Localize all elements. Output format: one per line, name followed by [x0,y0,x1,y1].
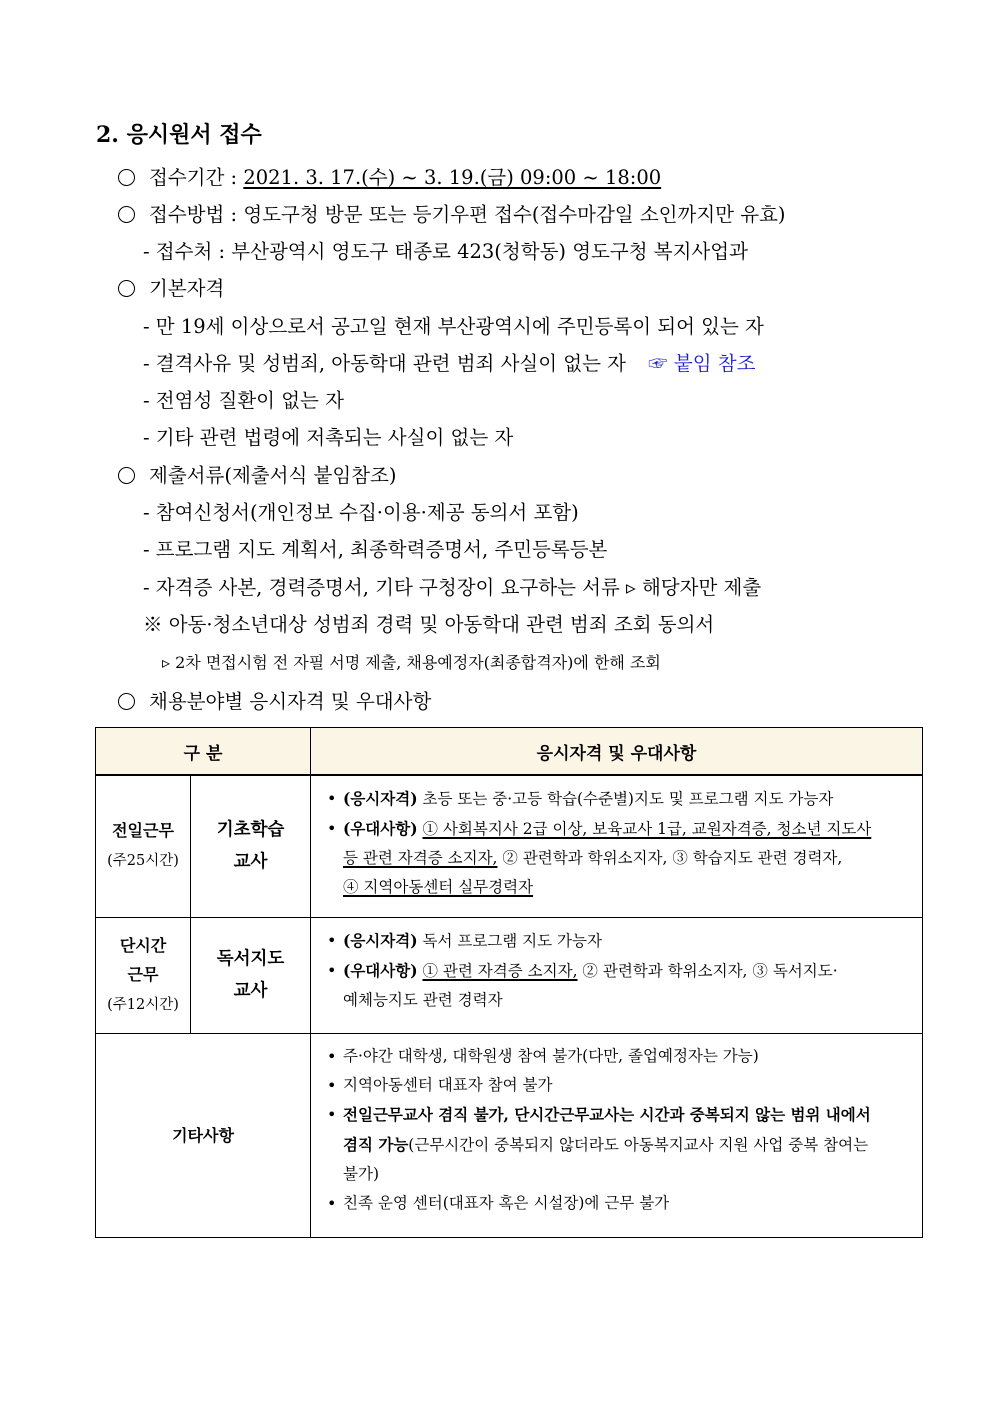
qualification-item: - 전염성 질환이 없는 자 [143,389,344,412]
documents-heading: 제출서류(제출서식 붙임참조) [118,460,396,488]
circle-bullet-icon [118,467,135,484]
etc-item: • 지역아동센터 대표자 참여 불가 [319,1071,914,1100]
row1-preference-cont: 등 관련 자격증 소지자, ② 관련학과 학위소지자, ③ 학습지도 관련 경력자, [343,849,843,867]
table-row [96,917,923,1033]
etc-item: • 주·야간 대학생, 대학원생 참여 불가(다만, 졸업예정자는 가능) [319,1042,914,1071]
row1-preference: • (우대사항) ① 사회복지사 2급 이상, 보육교사 1급, 교원자격증, 청소년 지도사 [319,814,914,844]
row2-content [311,917,923,1033]
col-header-category: 구 분 [96,728,311,776]
table-header-row [96,728,923,776]
table-row [96,775,923,917]
qualification-heading: 기본자격 [118,273,224,301]
period-line [118,162,661,190]
attachment-ref-link[interactable]: ☞ 붙임 참조 [648,352,756,375]
qualification-table [95,727,923,1238]
method-place: - 접수처 : 부산광역시 영도구 태종로 423(청학동) 영도구청 복지사업과 [143,240,748,263]
row1-content [311,775,923,917]
qualification-item: - 기타 관련 법령에 저촉되는 사실이 없는 자 [143,426,514,449]
qualification-item: - 결격사유 및 성범죄, 아동학대 관련 범죄 사실이 없는 자 ☞ 붙임 참조 [143,352,756,375]
table-row [96,1033,923,1237]
etc-item: • 친족 운영 센터(대표자 혹은 시설장)에 근무 불가 [319,1189,914,1218]
document-item: - 프로그램 지도 계획서, 최종학력증명서, 주민등록등본 [143,538,608,561]
documents-note: ※ 아동·청소년대상 성범죄 경력 및 아동학대 관련 범죄 조회 동의서 [143,613,715,636]
section-title: 2. 응시원서 접수 [96,122,262,148]
method-text: 접수방법 : 영도구청 방문 또는 등기우편 접수(접수마감일 소인까지만 유효) [149,203,786,226]
row1-type: 전일근무 (주25시간) [96,775,191,917]
etc-item-cont: 겸직 가능(근무시간이 중복되지 않더라도 아동복지교사 지원 사업 중복 참여는 [343,1134,869,1154]
table-heading: 채용분야별 응시자격 및 우대사항 [118,686,431,714]
circle-bullet-icon [118,693,135,710]
row2-role: 독서지도 교사 [191,917,311,1033]
etc-item: • 전일근무교사 겸직 불가, 단시간근무교사는 시간과 중복되지 않는 범위 내에서 [319,1100,914,1130]
documents-subnote: ▹ 2차 면접시험 전 자필 서명 제출, 채용예정자(최종합격자)에 한해 조회 [162,653,661,672]
row1-role: 기초학습 교사 [191,775,311,917]
document-item: - 자격증 사본, 경력증명서, 기타 구청장이 요구하는 서류 ▹ 해당자만 제출 [143,576,762,599]
document-item: - 참여신청서(개인정보 수집·이용·제공 동의서 포함) [143,501,579,524]
row3-content [311,1033,923,1237]
row1-preference-cont: ④ 지역아동센터 실무경력자 [343,878,534,896]
circle-bullet-icon [118,280,135,297]
row2-requirement: • (응시자격) 독서 프로그램 지도 가능자 [319,926,914,956]
circle-bullet-icon [118,206,135,223]
period-value: 2021. 3. 17.(수) ~ 3. 19.(금) 09:00 ~ 18:00 [243,166,662,189]
qualification-item: - 만 19세 이상으로서 공고일 현재 부산광역시에 주민등록이 되어 있는 자 [143,315,764,338]
period-label: 접수기간 : [149,166,244,189]
circle-bullet-icon [118,169,135,186]
etc-item-cont: 불가) [343,1164,379,1183]
row3-label: 기타사항 [96,1033,311,1237]
row2-preference: • (우대사항) ① 관련 자격증 소지자, ② 관련학과 학위소지자, ③ 독서지도· [319,956,914,986]
row1-requirement: • (응시자격) 초등 또는 중·고등 학습(수준별)지도 및 프로그램 지도 가능자 [319,784,914,814]
row2-type: 단시간 근무 (주12시간) [96,917,191,1033]
method-line [118,199,785,227]
row2-preference-cont: 예체능지도 관련 경력자 [343,990,503,1009]
col-header-qualification: 응시자격 및 우대사항 [311,728,923,776]
